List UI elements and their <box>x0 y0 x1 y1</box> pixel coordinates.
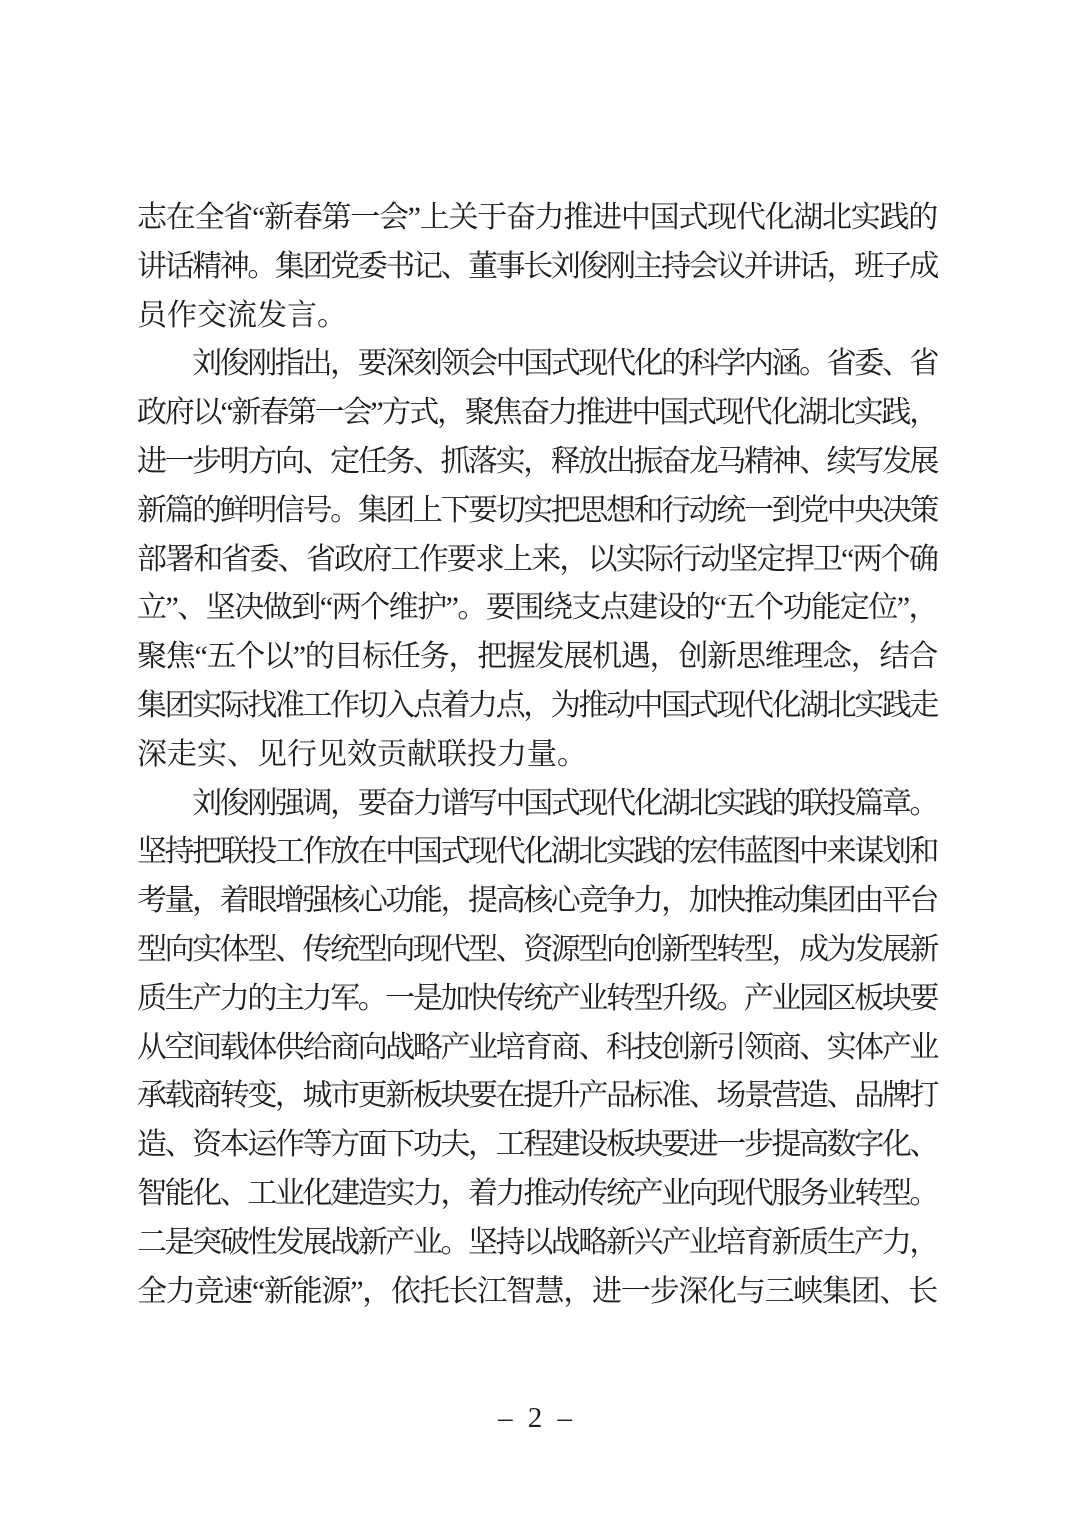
paragraph <box>137 780 937 1317</box>
text-line <box>137 780 937 829</box>
text-line <box>137 633 937 682</box>
text-line <box>137 487 937 536</box>
text-line <box>137 926 937 975</box>
text-line-content: 从空间载体供给商向战略产业培育商、科技创新引领商、实体产业 <box>137 1030 937 1064</box>
text-line <box>137 828 937 877</box>
text-line-content: 智能化、工业化建造实力，着力推动传统产业向现代服务业转型。 <box>137 1176 937 1210</box>
text-line <box>137 584 937 633</box>
text-line-content: 坚持把联投工作放在中国式现代化湖北实践的宏伟蓝图中来谋划和 <box>137 835 937 869</box>
page-number: – 2 – <box>498 1402 576 1434</box>
text-line-content: 部署和省委、省政府工作要求上来，以实际行动坚定捍卫“两个确 <box>137 542 937 576</box>
text-line-content: 全力竞速“新能源”，依托长江智慧，进一步深化与三峡集团、长 <box>137 1274 937 1308</box>
text-line <box>137 1121 937 1170</box>
text-line <box>137 438 937 487</box>
text-line-content: 造、资本运作等方面下功夫，工程建设板块要进一步提高数字化、 <box>137 1128 937 1162</box>
text-line-content: 集团实际找准工作切入点着力点，为推动中国式现代化湖北实践走 <box>137 688 937 722</box>
text-line <box>137 340 937 389</box>
text-line <box>137 194 937 243</box>
text-line-content: 新篇的鲜明信号。集团上下要切实把思想和行动统一到党中央决策 <box>137 493 937 527</box>
text-line <box>137 536 937 585</box>
text-line-content: 承载商转变，城市更新板块要在提升产品标准、场景营造、品牌打 <box>137 1079 937 1113</box>
text-line <box>137 975 937 1024</box>
text-line-content: 深走实、见行见效贡献联投力量。 <box>137 737 587 771</box>
text-line <box>137 731 937 780</box>
text-line-content: 立”、坚决做到“两个维护”。要围绕支点建设的“五个功能定位”， <box>137 591 937 625</box>
text-line-content: 进一步明方向、定任务、抓落实，释放出振奋龙马精神、续写发展 <box>137 444 937 478</box>
text-line-content: 刘俊刚强调，要奋力谱写中国式现代化湖北实践的联投篇章。 <box>137 786 937 820</box>
text-line-content: 政府以“新春第一会”方式，聚焦奋力推进中国式现代化湖北实践， <box>137 396 937 430</box>
text-line-content: 员作交流发言。 <box>137 298 347 332</box>
text-line <box>137 1024 937 1073</box>
text-line <box>137 1268 937 1317</box>
text-line-content: 志在全省“新春第一会”上关于奋力推进中国式现代化湖北实践的 <box>137 201 937 234</box>
text-line <box>137 243 937 292</box>
text-line-content: 质生产力的主力军。一是加快传统产业转型升级。产业园区板块要 <box>137 981 937 1015</box>
text-line <box>137 1072 937 1121</box>
text-line <box>137 1219 937 1268</box>
document-text-body <box>137 194 937 1316</box>
text-line-content: 二是突破性发展战新产业。坚持以战略新兴产业培育新质生产力， <box>137 1225 937 1259</box>
text-line-content: 型向实体型、传统型向现代型、资源型向创新型转型，成为发展新 <box>137 932 937 966</box>
text-line <box>137 389 937 438</box>
text-line <box>137 1170 937 1219</box>
text-line <box>137 292 937 341</box>
paragraph <box>137 340 937 779</box>
text-line <box>137 682 937 731</box>
text-line-content: 讲话精神。集团党委书记、董事长刘俊刚主持会议并讲话，班子成 <box>137 249 937 283</box>
paragraph <box>137 194 937 340</box>
text-line <box>137 877 937 926</box>
text-line-content: 考量，着眼增强核心功能，提高核心竞争力，加快推动集团由平台 <box>137 884 937 918</box>
text-line-content: 刘俊刚指出，要深刻领会中国式现代化的科学内涵。省委、省 <box>137 347 937 381</box>
text-line-content: 聚焦“五个以”的目标任务，把握发展机遇，创新思维理念，结合 <box>137 640 937 674</box>
